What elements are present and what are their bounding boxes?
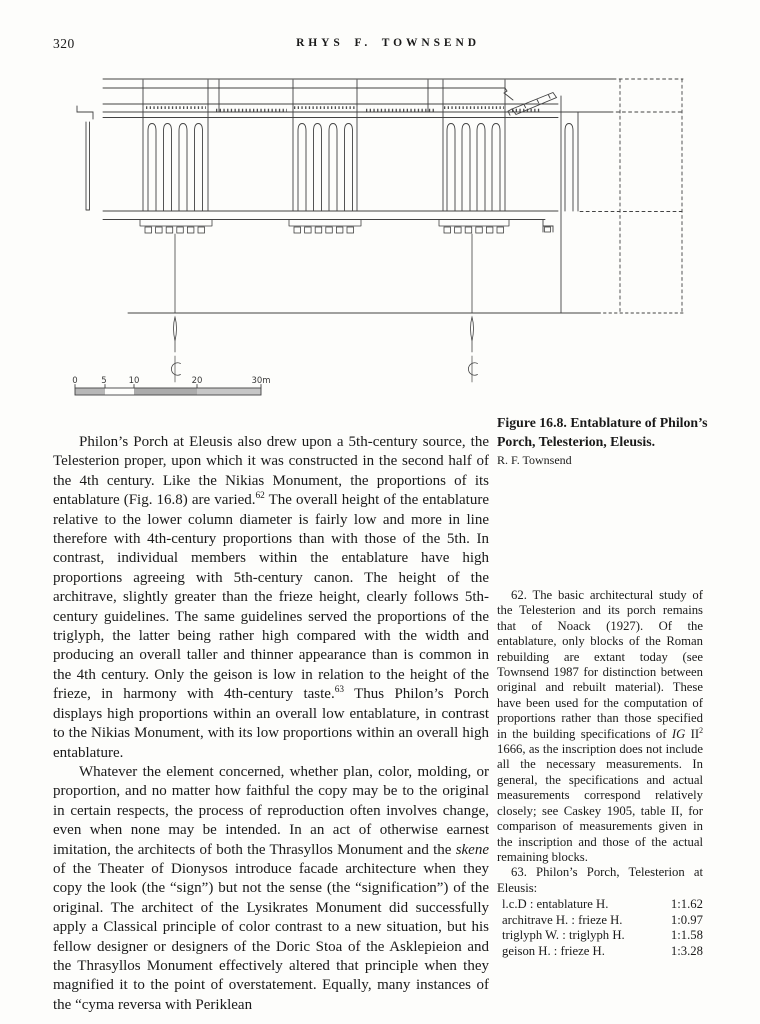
paragraph: Philon’s Porch at Eleusis also drew upon a 5th-century source, the Telesterion proper, upon which it was constructed in the second half of the 4th century. Like the Nikias Monument, the proportions of its entablature (Fig. 16.8) are varied.$^{62}$ The overall height of the entablature relative to the lower column diameter is fairly low and more in line therefore with 4th-century proportions than with those of the 5th. In contrast, individual members within the entablature have high proportions agreeing with 5th-century canon. The height of the architrave, slightly greater than the frieze height, clearly follows 5th-century guidelines. The same guidelines served the proportions of the triglyph, the latter being rather high compared with the width and producing an overall taller and thinner appearance than is common in the 4th century. Only the geison is low in relation to the height of the frieze, in harmony with 4th-century taste.$^{63}$ Thus Philon’s Porch displays high proportions within an overall low entablature, in contrast to the Nikias Monument, with its low proportions within an overall high entablature. <box>53 434 489 761</box>
paragraph: Whatever the element concerned, whether plan, color, molding, or proportion, and no matter how faithful the copy may be to the original in certain respects, the process of reproduction often involves change, even when none may be intended. In an act of otherwise earnest imitation, the architects of both the Thrasyllos Monument and the skene of the Theater of Dionysos introduce facade architecture when they copy the look (the “sign”) but not the sense (the “signification”) of the original. The architect of the Lysikrates Monument did successfully apply a Classical principle of color contrast to a new situation, but his fellow designer or designers of the Doric Stoa of the Asklepieion and the Thrasyllos Monument effectively altered that principle when they magnified it to the point of overstatement. Equally, many instances of the “cyma reversa with Periklean <box>53 763 489 1013</box>
geison-lines <box>103 79 683 313</box>
italic-term: skene <box>455 841 489 858</box>
ratio-value: 1:0.97 <box>670 912 703 927</box>
guttae-row <box>289 220 361 234</box>
figure-caption-text: Figure 16.8. Entablature of Philon’s Porch, Telesterion, Eleusis. <box>497 415 708 449</box>
column-centerline <box>468 234 477 382</box>
ratio-table <box>497 897 703 959</box>
triglyph-group <box>143 80 208 211</box>
ratio-value: 1:1.58 <box>670 928 703 943</box>
centerline-symbol <box>171 356 180 382</box>
footnote-63-intro: 63. Philon’s Porch, Telesterion at Eleusis: <box>497 865 703 895</box>
scale-label: 20 <box>191 376 203 386</box>
ratio-label: l.c.D : entablature H. <box>502 897 609 912</box>
italic-term: IG <box>671 726 686 741</box>
centerline-symbol <box>468 356 477 382</box>
mutule-dot-strips <box>146 108 540 111</box>
footnote-62: 62. The basic architectural study of the Telesterion and its porch remains that of Noack (1927). Of the entablature, only blocks of the Roman rebuilding are extant today (see Townsend 1987 for distinction between original and rebuilt material). These have been used for the computation of proportions rather than those specified in the building specifications of IG $II^2$ 1666, as the inscription does not include all the necessary measurements. In general, the specifications and actual measurements correspond relatively closely; see Caskey 1905, table II, for comparison of measurements given in the inscription and those of the actual remaining blocks. <box>497 588 703 864</box>
ratio-value: 1:3.28 <box>670 943 703 958</box>
ratio-label: triglyph W. : triglyph H. <box>502 928 625 943</box>
triglyph-group <box>443 80 505 211</box>
column-centerline <box>171 234 180 382</box>
corner-block <box>543 96 578 313</box>
scale-label: 5 <box>101 376 107 386</box>
footnotes-column <box>497 588 703 960</box>
table-row <box>497 897 703 913</box>
table-row <box>497 913 703 929</box>
triglyph-group <box>293 80 357 211</box>
left-anta <box>77 106 93 210</box>
running-head: RHYS F. TOWNSEND <box>296 37 480 49</box>
guttae-row <box>439 220 509 234</box>
ratio-value: 1:1.62 <box>670 897 703 912</box>
main-text-column <box>53 433 489 1015</box>
ratio-label: geison H. : frieze H. <box>502 943 605 958</box>
page-number: 320 <box>53 36 75 51</box>
ratio-label: architrave H. : frieze H. <box>502 912 623 927</box>
scale-label: 0 <box>72 376 78 386</box>
entablature-drawing <box>60 60 705 410</box>
table-row <box>497 928 703 944</box>
scale-label: 30m <box>251 376 271 386</box>
figure-caption <box>497 413 715 468</box>
guttae-row <box>140 220 212 234</box>
scale-bar <box>72 376 270 395</box>
footnote-ref: 63 <box>334 685 345 696</box>
figure-credit: R. F. Townsend <box>497 453 572 467</box>
restored-outline-dashed <box>580 79 683 313</box>
footnote-ref: 62 <box>255 491 265 502</box>
table-row <box>497 944 703 960</box>
scale-label: 10 <box>128 376 140 386</box>
